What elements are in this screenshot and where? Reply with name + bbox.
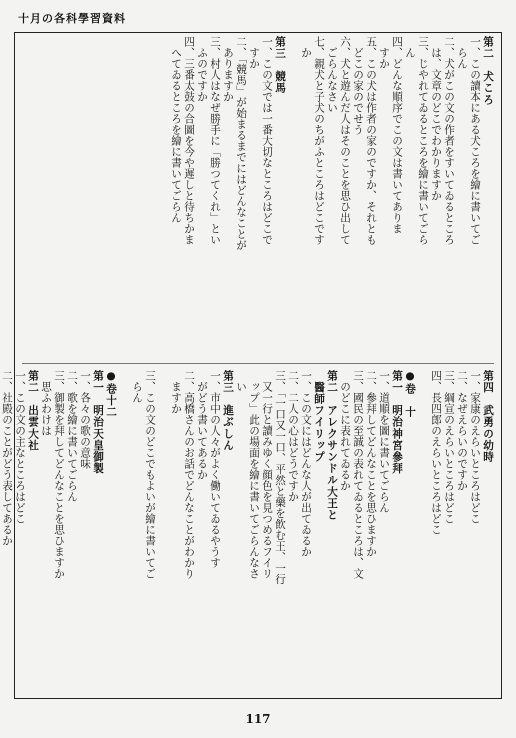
text-line: ップ」此の場面を繪に書いてごらんなさ — [248, 370, 260, 579]
text-line: 一、家康のえらいところはどこ — [469, 370, 481, 524]
text-line: 二、「競馬」が始まるまでにはどんなことが — [235, 36, 247, 251]
right-border — [501, 32, 502, 698]
text-line: 三、國民の至誠の表れてゐるところは、文 — [352, 370, 364, 579]
text-line — [117, 370, 130, 692]
text-line: のどこに表れてゐるか — [339, 370, 351, 491]
bottom-border — [14, 698, 502, 699]
text-line: 又一行と讀みゆく顔色を見つめるフイリ — [261, 370, 273, 579]
text-line: ごらんなさい — [326, 36, 338, 113]
text-line: 一、道順を圖に書いてごらん — [378, 370, 390, 513]
text-line: すか — [378, 36, 390, 69]
text-line: 三、「一口又一口、平然と藥を飲む王、一行 — [274, 370, 286, 585]
text-line: らん — [456, 36, 468, 69]
text-line: 五、この犬は作者の家のですか、それとも — [365, 36, 377, 245]
text-line: 二、參拜してどんなことを思ひますか — [365, 370, 377, 557]
text-line: は、文章のどこでわかりますか — [430, 36, 442, 201]
text-line: 二、高橋さんのお話でどんなことがわかり — [183, 370, 195, 579]
text-line — [156, 370, 169, 692]
text-line: か — [300, 36, 312, 58]
bottom-text-band — [1, 370, 494, 692]
section-heading: 第一 明治天皇御製 — [92, 370, 104, 475]
text-line: ありますか — [222, 36, 234, 102]
text-line: 二、なぜえらいのですか — [456, 370, 468, 491]
text-line: 二、犬がこの文の作者をすいてゐるところ — [443, 36, 455, 245]
text-line: らん — [131, 370, 143, 403]
text-line: ますか — [170, 370, 182, 414]
section-heading: ●卷十二 — [105, 370, 117, 418]
text-line: 二、二人の心はどうですか — [287, 370, 299, 502]
text-line: 一、市中の人々がよく働いてゐるやうす — [209, 370, 221, 568]
text-line — [286, 36, 299, 358]
text-line: 一、各々の歌の意味 — [79, 370, 91, 469]
section-heading: ●卷 十 — [404, 370, 416, 418]
text-line: 三、綱宣のえらいところはどこ — [443, 370, 455, 524]
text-line: へてゐるところを繪に書いてごらん — [170, 36, 182, 223]
section-heading: 第三 競馬 — [274, 36, 286, 94]
text-line: 二、社殿のことがどう表してあるか — [1, 370, 13, 546]
page-number: 117 — [245, 712, 271, 726]
section-heading: 第三 進ぶしん — [222, 370, 234, 452]
band-divider — [22, 363, 494, 364]
text-line: 四、長四郎のえらいところはどこ — [430, 370, 442, 535]
text-line: 三、村人はなぜ勝手に「勝つてくれ」とい — [209, 36, 221, 245]
section-heading: 第二 犬ころ — [482, 36, 494, 106]
text-line: ふのですか — [196, 36, 208, 102]
text-line: 一、この文では一番大切なところはどこで — [261, 36, 273, 245]
text-line — [416, 370, 429, 692]
text-line: 三、じやれてゐるところを繪に書いてごら — [417, 36, 429, 245]
section-heading: 第二 アレクサンドル大王と — [326, 370, 338, 521]
top-border — [14, 32, 502, 33]
section-heading: 第一 明治神宮參拜 — [391, 370, 403, 475]
running-header: 十月の各科學習資料 — [18, 12, 126, 25]
text-line: 一、この文の主なところはどこ — [14, 370, 26, 524]
text-line: 六、犬と遊んだ人はそのことを思ひ出して — [339, 36, 351, 245]
text-line: すか — [248, 36, 260, 69]
text-line: 一、この文にはどんな人が出てゐるか — [300, 370, 312, 557]
text-line: い — [235, 370, 247, 392]
text-line: 思ふわけは — [40, 370, 52, 436]
text-line: 一、この讀本にある犬ころを繪に書いてご — [469, 36, 481, 245]
text-line: 三、御製を拜してどんなことを思ひますか — [53, 370, 65, 579]
section-heading: 醫師フイリップ — [313, 370, 325, 463]
section-heading: 第四 武勇の幼時 — [482, 370, 494, 463]
text-line: どこの家のでせう — [352, 36, 364, 135]
text-line: がどう書いてあるか — [196, 370, 208, 480]
text-line: 二、歌を繪に書いてごらん — [66, 370, 78, 502]
text-line: 四、三番太鼓の合圖を今や遲しと待ちかま — [183, 36, 195, 245]
top-text-band — [22, 36, 494, 358]
text-line: 三、この文のどこでもよいが繪に書いてご — [144, 370, 156, 579]
text-line: 四、どんな順序でこの文は書いてありま — [391, 36, 403, 234]
section-heading: 第二 出雲大社 — [27, 370, 39, 452]
text-line: ん — [404, 36, 416, 58]
text-line: 七、親犬と子犬のちがふところはどこです — [313, 36, 325, 245]
